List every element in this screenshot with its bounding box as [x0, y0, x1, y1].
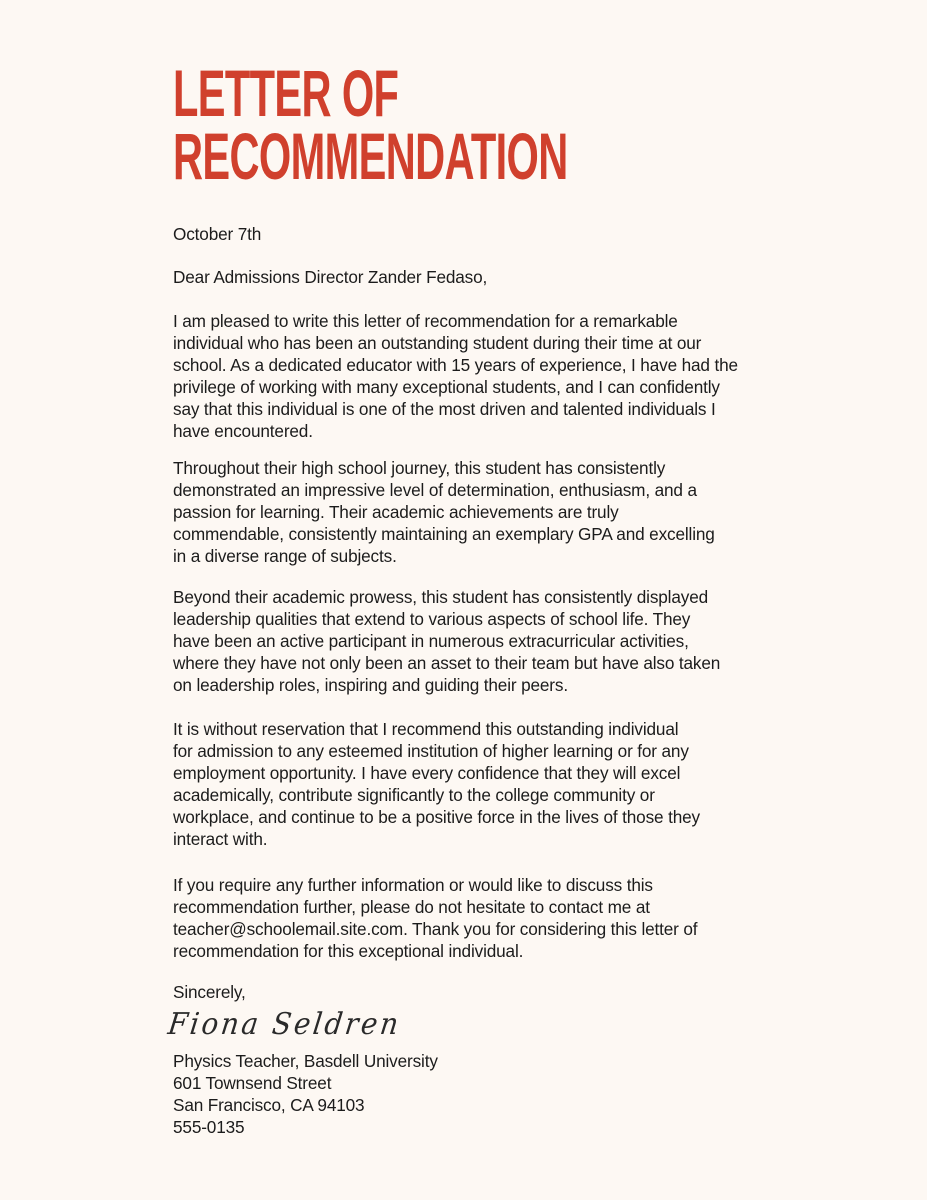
paragraph-line: have encountered. — [173, 421, 313, 441]
paragraph-line: I am pleased to write this letter of recommendation for a remarkable — [173, 311, 678, 331]
signer-phone: 555-0135 — [173, 1117, 245, 1137]
title-line-1: LETTER OF — [173, 56, 399, 130]
paragraph-line: interact with. — [173, 829, 268, 849]
paragraph-line: academically, contribute significantly to the college community or — [173, 785, 655, 805]
paragraph-3 — [173, 586, 720, 696]
paragraph-4 — [173, 718, 700, 850]
paragraph-line: on leadership roles, inspiring and guiding their peers. — [173, 675, 568, 695]
paragraph-line: employment opportunity. I have every confidence that they will excel — [173, 763, 681, 783]
paragraph-line: leadership qualities that extend to various aspects of school life. They — [173, 609, 691, 629]
paragraph-line: If you require any further information or would like to discuss this — [173, 875, 653, 895]
title-line-2: RECOMMENDATION — [173, 119, 568, 193]
paragraph-line: teacher@schoolemail.site.com. Thank you for considering this letter of — [173, 919, 698, 939]
paragraph-line: say that this individual is one of the most driven and talented individuals I — [173, 399, 716, 419]
letter-date: October 7th — [173, 224, 262, 244]
paragraph-line: Beyond their academic prowess, this student has consistently displayed — [173, 587, 709, 607]
signer-position: Physics Teacher, Basdell University — [173, 1051, 438, 1071]
paragraph-line: individual who has been an outstanding student during their time at our — [173, 333, 702, 353]
paragraph-line: commendable, consistently maintaining an exemplary GPA and excelling — [173, 524, 715, 544]
paragraph-line: in a diverse range of subjects. — [173, 546, 397, 566]
paragraph-line: have been an active participant in numerous extracurricular activities, — [173, 631, 689, 651]
signer-street: 601 Townsend Street — [173, 1073, 332, 1093]
paragraph-line: workplace, and continue to be a positive force in the lives of those they — [173, 807, 700, 827]
paragraph-line: Throughout their high school journey, this student has consistently — [173, 458, 666, 478]
letter-greeting: Dear Admissions Director Zander Fedaso, — [173, 267, 488, 287]
paragraph-line: recommendation for this exceptional individual. — [173, 941, 524, 961]
paragraph-1 — [173, 310, 738, 442]
paragraph-5 — [173, 874, 697, 962]
paragraph-line: school. As a dedicated educator with 15 years of experience, I have had the — [173, 355, 738, 375]
paragraph-line: where they have not only been an asset to their team but have also taken — [173, 653, 721, 673]
paragraph-line: for admission to any esteemed institution of higher learning or for any — [173, 741, 689, 761]
paragraph-line: recommendation further, please do not hesitate to contact me at — [173, 897, 650, 917]
signer-details — [173, 1050, 438, 1138]
paragraph-line: It is without reservation that I recommend this outstanding individual — [173, 719, 679, 739]
paragraph-2 — [173, 457, 715, 567]
paragraph-line: passion for learning. Their academic achievements are truly — [173, 502, 619, 522]
paragraph-line: privilege of working with many exceptional students, and I can confidently — [173, 377, 720, 397]
signer-city-state-zip: San Francisco, CA 94103 — [173, 1095, 365, 1115]
handwritten-signature: Fiona Seldren — [165, 1007, 404, 1042]
paragraph-line: demonstrated an impressive level of determination, enthusiasm, and a — [173, 480, 697, 500]
letter-closing: Sincerely, — [173, 982, 246, 1002]
letter-title — [173, 56, 568, 193]
